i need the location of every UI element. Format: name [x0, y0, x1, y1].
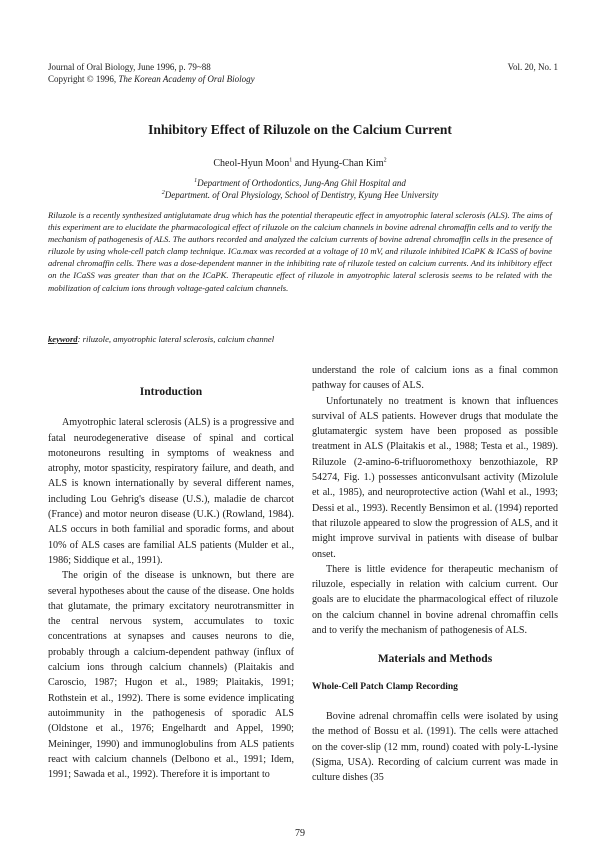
keywords-label: keyword — [48, 334, 78, 344]
intro-paragraph-2: The origin of the disease is unknown, but there are several hypotheses about the cause of the disease. One holds that glutamate, the primary excitatory neurotransmitter in the central nervous system, accumulates to toxic concentrations at synapses and causes neurons to die, probably through a calcium-dependent pathway (influx of calcium ions through calcium channels) (Plaitakis and Caroscio, 1987; Hugon et al., 1989; Plaitakis, 1991; Rothstein et al., 1992). There is some evidence implicating autoimmunity in the pathogenesis of sporadic ALS (Oldstone et al., 1976; Engelhardt and Appel, 1990; Meininger, 1990) and immunoglobulins from ALS patients react with calcium channels (Delbono et al., 1991; Idem, 1991; Sawada et al., 1992). Therefore it is important to — [48, 570, 294, 781]
left-column — [48, 385, 294, 782]
affiliation-1 — [0, 177, 600, 189]
copyright-line — [48, 73, 255, 85]
author-conjunction: and — [292, 158, 312, 169]
volume-info: Vol. 20, No. 1 — [507, 62, 558, 72]
journal-line: Journal of Oral Biology, June 1996, p. 79~88 — [48, 62, 211, 72]
methods-paragraph-1: Bovine adrenal chromaffin cells were isolated by using the method of Bossu et al. (1991). The cells were attached on the cover-slip (12 mm, round) coated with poly-L-lysine (Sigma, USA). Recording of calcium current was made in culture dishes (35 — [312, 710, 558, 784]
affiliation-1-sup: 1 — [194, 178, 198, 184]
keywords — [48, 334, 274, 344]
author-1: Cheol-Hyun Moon — [213, 158, 290, 169]
author-line — [0, 158, 600, 169]
affiliation-1-text: Department of Orthodontics, Jung-Ang Ghil Hospital and — [197, 178, 406, 188]
page-number: 79 — [295, 828, 305, 839]
introduction-heading: Introduction — [139, 386, 203, 398]
intro-paragraph-1: Amyotrophic lateral sclerosis (ALS) is a progressive and fatal neurodegenerative disease of spinal and cortical motoneurons resulting in symptoms of weakness and atrophy, motor spasticity, respiratory failure, and death, and ALS is known internationally by several different names, including Lou Gehrig's disease (U.S.), maladie de charcot (France) and motor neuron disease (U.K.) (Rowland, 1984). ALS occurs in both familial and sporadic forms, and about 10% of ALS cases are familial ALS patients (Mulder et al., 1986; Siddique et al., 1991). — [48, 417, 294, 566]
paper-title: Inhibitory Effect of Riluzole on the Calcium Current — [148, 122, 452, 137]
methods-subheading: Whole-Cell Patch Clamp Recording — [312, 681, 458, 692]
keywords-text: : riluzole, amyotrophic lateral sclerosis, calcium channel — [77, 334, 275, 344]
intro-paragraph-3: Unfortunately no treatment is known that influences survival of ALS patients. However drugs that modulate the glutamatergic system have been proposed as possible treatment in ALS (Plaitakis et al., 1988; Testa et al., 1989). Riluzole (2-amino-6-trifluoromethoxy benzothiazole, RP 54274, Fig. 1.) possesses anticonvulsant activity (Mizolule et al., 1985), and neuroprotective action (Wahl et al., 1993; Dessi et al., 1993). Recently Bensimon et al. (1994) reported that riluzole appeared to slow the progression of ALS, and it might improve survival in patients with disease of bulbar onset. — [312, 395, 558, 560]
right-column — [312, 363, 558, 785]
affiliation-2-text: Department. of Oral Physiology, School of Dentistry, Kyung Hee University — [164, 190, 439, 200]
methods-heading: Materials and Methods — [377, 653, 493, 666]
copyright-org: The Korean Academy of Oral Biology — [118, 74, 255, 84]
author-2: Hyung-Chan Kim — [311, 158, 384, 169]
copyright-prefix: Copyright © 1996, — [48, 74, 119, 84]
affiliations — [0, 177, 600, 201]
author-2-sup: 2 — [383, 157, 387, 164]
affiliation-2-sup: 2 — [161, 190, 165, 196]
intro-paragraph-4: There is little evidence for therapeutic mechanism of riluzole, especially in relation with calcium current. Our goals are to elucidate the pharmacological effect of riluzole on the calcium channel in bovine adrenal chromaffin cells and to verify the mechanism of pathogenesis of ALS. — [312, 563, 558, 637]
intro-continued: understand the role of calcium ions as a final common pathway for causes of ALS. — [312, 365, 558, 392]
author-1-sup: 1 — [289, 157, 293, 164]
affiliation-2 — [0, 189, 600, 201]
journal-header — [48, 61, 255, 85]
abstract: Riluzole is a recently synthesized antiglutamate drug which has the potential therapeutic effect in amyotrophic lateral sclerosis (ALS). The aims of this experiment are to elucidate the pharmacological effect of riluzole on the calcium channels in bovine adrenal chromaffin cells and to verify the mechanism of pathogenesis of ALS. The authors recorded and analyzed the calcium currents of bovine adrenal chromaffin cells in the presence of riluzole by using whole-cell patch clamp technique. ICa.max was recorded at a voltage of 10 mV, and riluzole inhibited ICaPK & ICaSS of bovine adrenal chromaffin cells. There was a dose-dependent manner in the inhibiting rate of riluzole tested on calcium currents. And its inhibitory effect on the ICaSS was greater than that on the ICaPK. Therapeutic effect of riluzole in amyotrophic lateral sclerosis seems to be related with the mobilization of calcium ions through voltage-gated calcium channels. — [48, 210, 552, 293]
